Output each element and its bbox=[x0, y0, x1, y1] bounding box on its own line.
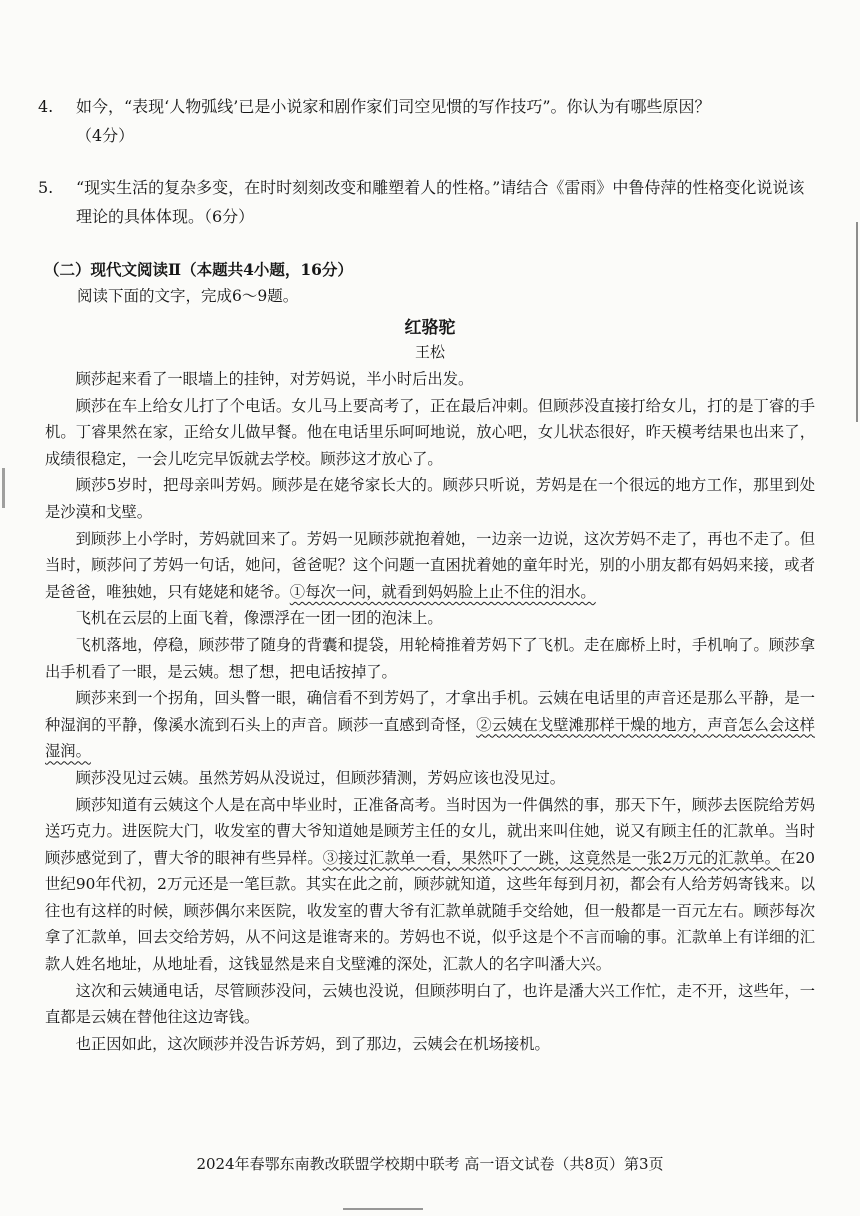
page-footer: 2024年春鄂东南教改联盟学校期中联考 高一语文试卷（共8页）第3页 bbox=[196, 1155, 664, 1173]
marked-sentence-2: ②云姨在戈壁滩那样干燥的地方，声音怎么会这样湿润。 bbox=[45, 715, 815, 761]
question-score: （4分） bbox=[76, 126, 135, 145]
paragraph: 飞机落地，停稳，顾莎带了随身的背囊和提袋，用轮椅推着芳妈下了飞机。走在廊桥上时，手机响了。顾莎拿出手机看了一眼，是云姨。想了想，把电话按掉了。 bbox=[45, 635, 815, 681]
section-heading: （二）现代文阅读Ⅱ（本题共4小题，16分） bbox=[44, 260, 353, 279]
question-number: 4. bbox=[38, 97, 54, 116]
question-number: 5. bbox=[38, 178, 54, 197]
paragraph: 到顾莎上小学时，芳妈就回来了。芳妈一见顾莎就抱着她，一边亲一边说，这次芳妈不走了，再也不走了。但当时，顾莎问了芳妈一句话，她问，爸爸呢？这个问题一直困扰着她的童年时光，别的小朋友都有妈妈来接，或者是爸爸，唯独她，只有姥姥和姥爷。①每次一问，就看到妈妈脸上止不住的泪水。 bbox=[45, 529, 815, 601]
marked-sentence-3: ③接过汇款单一看，果然吓了一跳，这竟然是一张2万元的汇款单。 bbox=[322, 848, 781, 867]
article-body bbox=[45, 366, 815, 1057]
paragraph: 顾莎5岁时，把母亲叫芳妈。顾莎是在姥爷家长大的。顾莎只听说，芳妈是在一个很远的地方工作，那里到处是沙漠和戈壁。 bbox=[45, 476, 815, 521]
paragraph: 这次和云姨通电话，尽管顾莎没问，云姨也没说，但顾莎明白了，也许是潘大兴工作忙，走不开，这些年，一直都是云姨在替他往这边寄钱。 bbox=[45, 981, 815, 1027]
paragraph: 顾莎知道有云姨这个人是在高中毕业时，正准备高考。当时因为一件偶然的事，那天下午，顾莎去医院给芳妈送巧克力。进医院大门，收发室的曹大爷知道她是顾芳主任的女儿，就出来叫住她，说又有顾主任的汇款单。当时顾莎感觉到了，曹大爷的眼神有些异样。③接过汇款单一看，果然吓了一跳，这竟然是一张2万元的汇款单。在20世纪90年代初，2万元还是一笔巨款。其实在此之前，顾莎就知道，这些年每到月初，都会有人给芳妈寄钱来。以往也有这样的时候，顾莎偶尔来医院，收发室的曹大爷有汇款单就随手交给她，但一般都是一百元左右。顾莎每次拿了汇款单，回去交给芳妈，从不问这是谁寄来的。芳妈也不说，似乎这是个不言而喻的事。汇款单上有详细的汇款人姓名地址，从地址看，这钱显然是来自戈壁滩的深处，汇款人的名字叫潘大兴。 bbox=[45, 795, 815, 974]
paragraph: 顾莎来到一个拐角，回头瞥一眼，确信看不到芳妈了，才拿出手机。云姨在电话里的声音还是那么平静，是一种湿润的平静，像溪水流到石头上的声音。顾莎一直感到奇怪，②云姨在戈壁滩那样干燥的地方，声音怎么会这样湿润。 bbox=[45, 689, 815, 761]
paragraph: 顾莎没见过云姨。虽然芳妈从没说过，但顾莎猜测，芳妈应该也没见过。 bbox=[75, 768, 566, 787]
page-divider bbox=[343, 1208, 423, 1210]
article-title: 红骆驼 bbox=[404, 318, 456, 338]
section-instruction: 阅读下面的文字，完成6～9题。 bbox=[77, 287, 299, 305]
paragraph: 顾莎在车上给女儿打了个电话。女儿马上要高考了，正在最后冲刺。但顾莎没直接打给女儿，打的是丁睿的手机。丁睿果然在家，正给女儿做早餐。他在电话里乐呵呵地说，放心吧，女儿状态很好，昨天模考结果也出来了，成绩很稳定，一会儿吃完早饭就去学校。顾莎这才放心了。 bbox=[45, 396, 815, 468]
marked-sentence-1: ①每次一问，就看到妈妈脸上止不住的泪水。 bbox=[289, 582, 596, 601]
paragraph: 也正因如此，这次顾莎并没告诉芳妈，到了那边，云姨会在机场接机。 bbox=[75, 1034, 550, 1053]
paragraph: 飞机在云层的上面飞着，像漂浮在一团一团的泡沫上。 bbox=[75, 609, 443, 628]
paragraph: 顾莎起来看了一眼墙上的挂钟，对芳妈说，半小时后出发。 bbox=[75, 370, 474, 388]
scan-edge-mark bbox=[2, 468, 5, 508]
question-text: 如今，“表现‘人物弧线’已是小说家和剧作家们司空见惯的写作技巧”。你认为有哪些原因？ （4分） bbox=[76, 97, 711, 145]
question-text: “现实生活的复杂多变，在时时刻刻改变和雕塑着人的性格。”请结合《雷雨》中鲁侍萍的性格变化说说该理论的具体体现。（6分） bbox=[76, 178, 805, 226]
article-author: 王松 bbox=[414, 343, 445, 361]
